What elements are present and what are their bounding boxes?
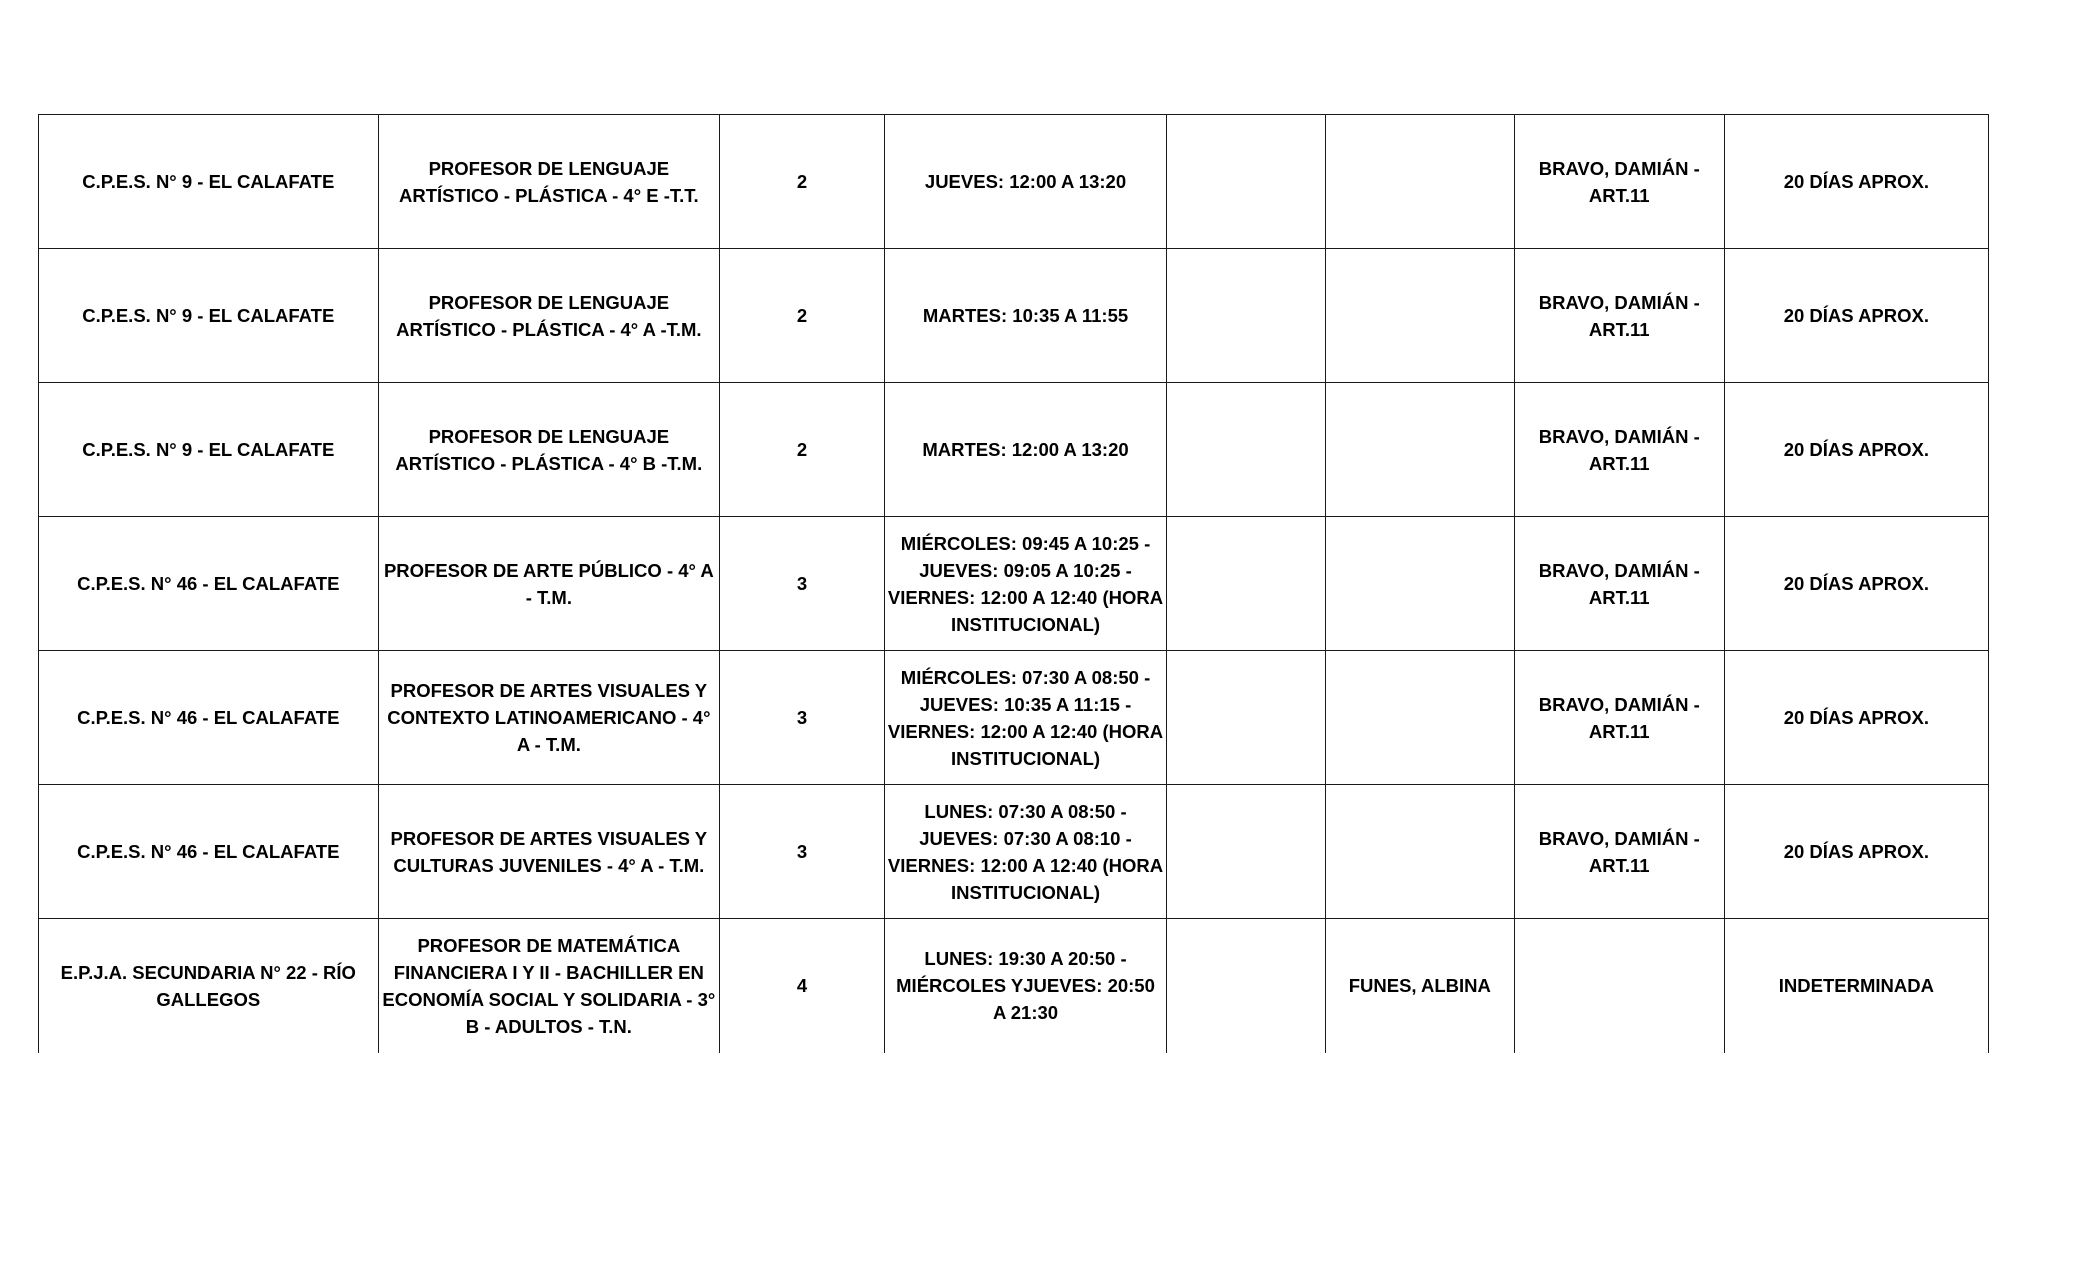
cell-hours: 2 xyxy=(720,383,885,517)
table-row xyxy=(39,383,1989,517)
cell-duration: 20 DÍAS APROX. xyxy=(1724,115,1988,249)
cell-hours: 2 xyxy=(720,115,885,249)
cell-schedule: LUNES: 07:30 A 08:50 - JUEVES: 07:30 A 08:10 - VIERNES: 12:00 A 12:40 (HORA INSTITUCIONAL) xyxy=(884,785,1166,919)
table-row xyxy=(39,249,1989,383)
cell-post: PROFESOR DE MATEMÁTICA FINANCIERA I Y II - BACHILLER EN ECONOMÍA SOCIAL Y SOLIDARIA - 3° B - ADULTOS - T.N. xyxy=(378,919,720,1053)
cell-holder xyxy=(1325,785,1514,919)
cell-leave: BRAVO, DAMIÁN - ART.11 xyxy=(1514,383,1724,517)
cell-leave: BRAVO, DAMIÁN - ART.11 xyxy=(1514,785,1724,919)
cell-post: PROFESOR DE LENGUAJE ARTÍSTICO - PLÁSTICA - 4° B -T.M. xyxy=(378,383,720,517)
cell-post: PROFESOR DE ARTE PÚBLICO - 4° A - T.M. xyxy=(378,517,720,651)
vacancy-table xyxy=(38,114,1989,1053)
cell-empty xyxy=(1167,651,1326,785)
cell-holder xyxy=(1325,517,1514,651)
cell-school: C.P.E.S. N° 46 - EL CALAFATE xyxy=(39,785,379,919)
cell-hours: 4 xyxy=(720,919,885,1053)
cell-duration: 20 DÍAS APROX. xyxy=(1724,383,1988,517)
cell-empty xyxy=(1167,383,1326,517)
cell-empty xyxy=(1167,115,1326,249)
cell-schedule: JUEVES: 12:00 A 13:20 xyxy=(884,115,1166,249)
cell-duration: INDETERMINADA xyxy=(1724,919,1988,1053)
cell-leave: BRAVO, DAMIÁN - ART.11 xyxy=(1514,517,1724,651)
cell-leave: BRAVO, DAMIÁN - ART.11 xyxy=(1514,115,1724,249)
cell-post: PROFESOR DE ARTES VISUALES Y CONTEXTO LATINOAMERICANO - 4° A - T.M. xyxy=(378,651,720,785)
cell-hours: 3 xyxy=(720,517,885,651)
cell-duration: 20 DÍAS APROX. xyxy=(1724,517,1988,651)
cell-schedule: MIÉRCOLES: 09:45 A 10:25 - JUEVES: 09:05 A 10:25 - VIERNES: 12:00 A 12:40 (HORA INSTITUCIONAL) xyxy=(884,517,1166,651)
cell-holder xyxy=(1325,651,1514,785)
cell-schedule: MARTES: 10:35 A 11:55 xyxy=(884,249,1166,383)
cell-hours: 3 xyxy=(720,651,885,785)
cell-leave: BRAVO, DAMIÁN - ART.11 xyxy=(1514,651,1724,785)
table-row xyxy=(39,919,1989,1053)
cell-duration: 20 DÍAS APROX. xyxy=(1724,249,1988,383)
table-row xyxy=(39,517,1989,651)
table-row xyxy=(39,651,1989,785)
cell-school: C.P.E.S. N° 9 - EL CALAFATE xyxy=(39,115,379,249)
cell-holder xyxy=(1325,115,1514,249)
cell-empty xyxy=(1167,785,1326,919)
cell-holder: FUNES, ALBINA xyxy=(1325,919,1514,1053)
cell-hours: 2 xyxy=(720,249,885,383)
cell-leave xyxy=(1514,919,1724,1053)
cell-duration: 20 DÍAS APROX. xyxy=(1724,785,1988,919)
table-row xyxy=(39,115,1989,249)
cell-duration: 20 DÍAS APROX. xyxy=(1724,651,1988,785)
cell-empty xyxy=(1167,249,1326,383)
cell-post: PROFESOR DE LENGUAJE ARTÍSTICO - PLÁSTICA - 4° A -T.M. xyxy=(378,249,720,383)
cell-school: C.P.E.S. N° 9 - EL CALAFATE xyxy=(39,383,379,517)
cell-hours: 3 xyxy=(720,785,885,919)
cell-holder xyxy=(1325,249,1514,383)
cell-schedule: MIÉRCOLES: 07:30 A 08:50 - JUEVES: 10:35 A 11:15 - VIERNES: 12:00 A 12:40 (HORA INSTITUCIONAL) xyxy=(884,651,1166,785)
cell-schedule: MARTES: 12:00 A 13:20 xyxy=(884,383,1166,517)
cell-school: C.P.E.S. N° 46 - EL CALAFATE xyxy=(39,651,379,785)
cell-empty xyxy=(1167,919,1326,1053)
cell-leave: BRAVO, DAMIÁN - ART.11 xyxy=(1514,249,1724,383)
cell-schedule: LUNES: 19:30 A 20:50 - MIÉRCOLES YJUEVES: 20:50 A 21:30 xyxy=(884,919,1166,1053)
cell-post: PROFESOR DE ARTES VISUALES Y CULTURAS JUVENILES - 4° A - T.M. xyxy=(378,785,720,919)
cell-post: PROFESOR DE LENGUAJE ARTÍSTICO - PLÁSTICA - 4° E -T.T. xyxy=(378,115,720,249)
cell-empty xyxy=(1167,517,1326,651)
cell-school: E.P.J.A. SECUNDARIA N° 22 - RÍO GALLEGOS xyxy=(39,919,379,1053)
cell-school: C.P.E.S. N° 9 - EL CALAFATE xyxy=(39,249,379,383)
table-row xyxy=(39,785,1989,919)
cell-school: C.P.E.S. N° 46 - EL CALAFATE xyxy=(39,517,379,651)
cell-holder xyxy=(1325,383,1514,517)
